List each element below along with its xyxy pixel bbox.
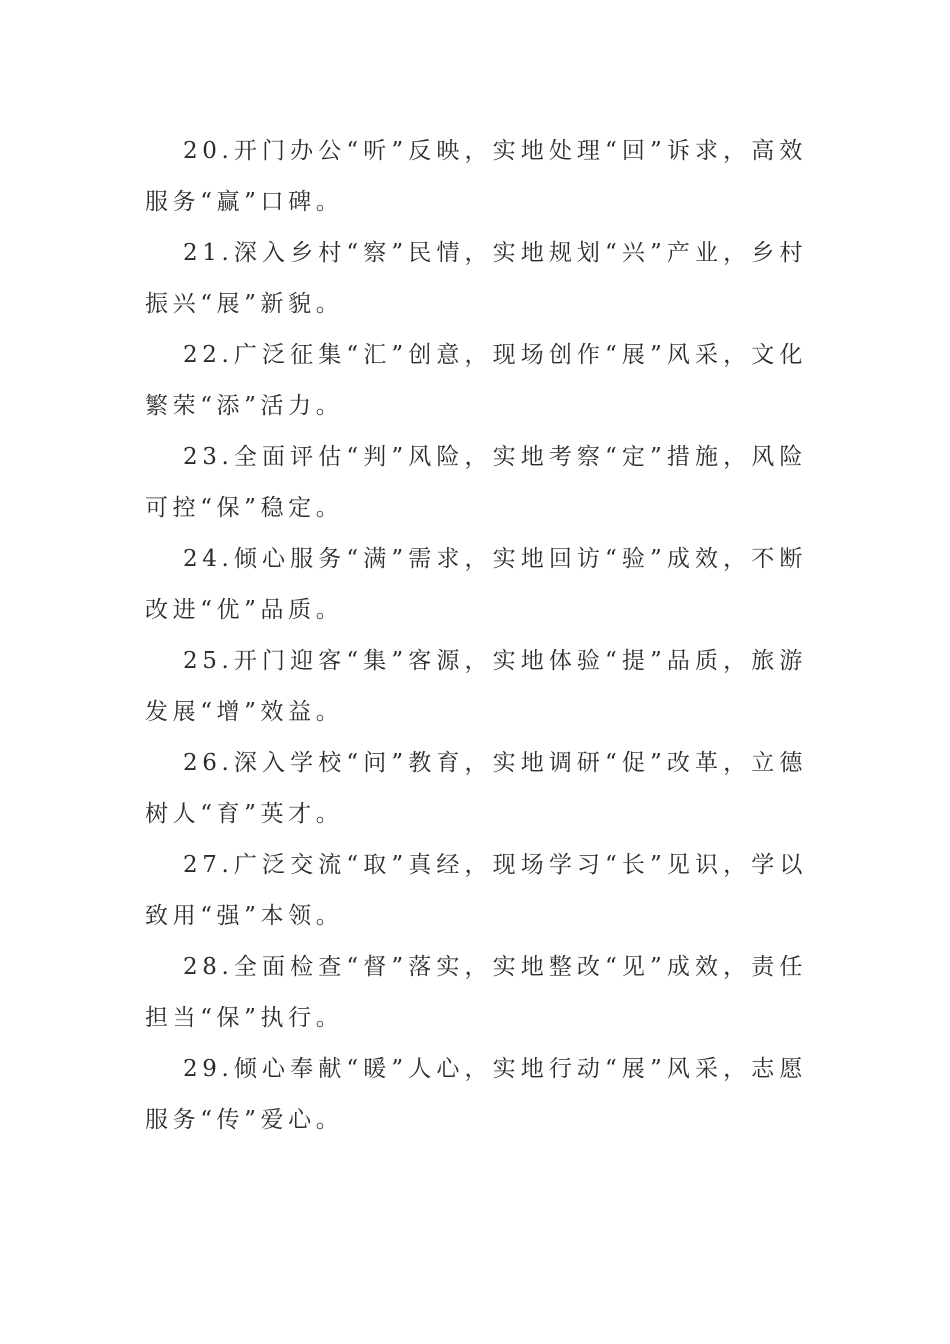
paragraph-20: 20.开门办公“听”反映，实地处理“回”诉求，高效服务“赢”口碑。 <box>145 138 807 215</box>
paragraph-23: 23.全面评估“判”风险，实地考察“定”措施，风险可控“保”稳定。 <box>145 444 807 521</box>
paragraph-29: 29.倾心奉献“暖”人心，实地行动“展”风采，志愿服务“传”爱心。 <box>145 1056 807 1133</box>
paragraph-21: 21.深入乡村“察”民情，实地规划“兴”产业，乡村振兴“展”新貌。 <box>145 240 807 317</box>
paragraph-24: 24.倾心服务“满”需求，实地回访“验”成效，不断改进“优”品质。 <box>145 546 807 623</box>
document-body <box>145 126 807 1146</box>
paragraph-22: 22.广泛征集“汇”创意，现场创作“展”风采，文化繁荣“添”活力。 <box>145 342 807 419</box>
paragraph-25: 25.开门迎客“集”客源，实地体验“提”品质，旅游发展“增”效益。 <box>145 648 807 725</box>
paragraph-27: 27.广泛交流“取”真经，现场学习“长”见识，学以致用“强”本领。 <box>145 852 807 929</box>
paragraph-26: 26.深入学校“问”教育，实地调研“促”改革，立德树人“育”英才。 <box>145 750 807 827</box>
paragraph-28: 28.全面检查“督”落实，实地整改“见”成效，责任担当“保”执行。 <box>145 954 807 1031</box>
